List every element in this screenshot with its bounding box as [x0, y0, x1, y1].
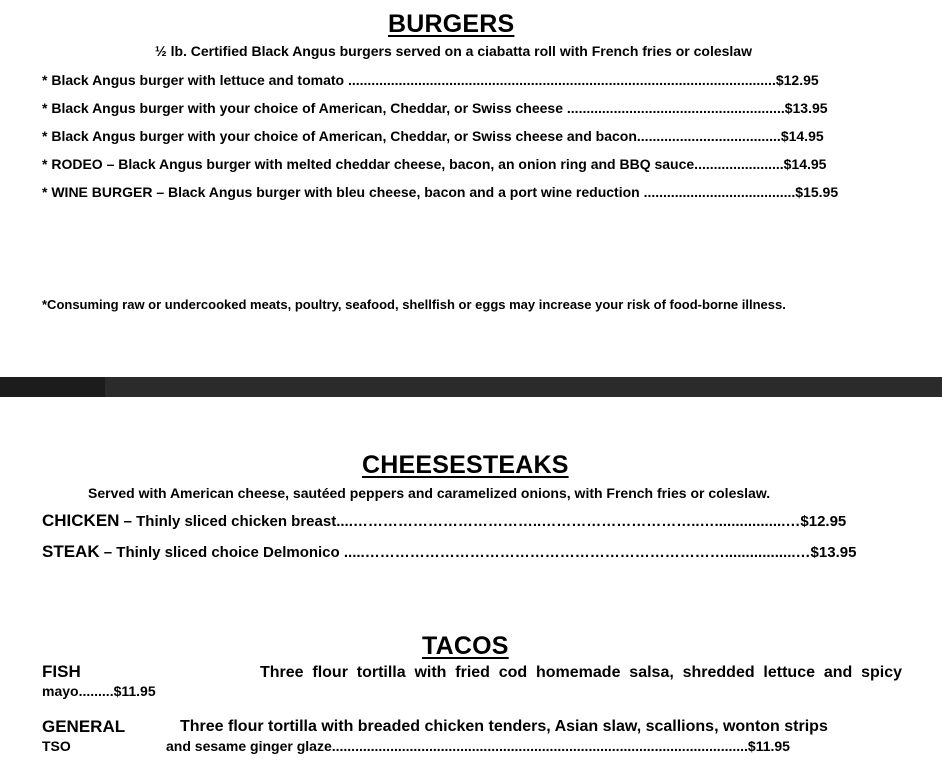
taco-fish-name: FISH [42, 662, 81, 681]
item-text: WINE BURGER – Black Angus burger with bleu cheese, bacon and a port wine reduction .......................................$15.95 [51, 184, 839, 200]
cheesesteaks-subtitle: Served with American cheese, sautéed peppers and caramelized onions, with French fries or coleslaw. [88, 485, 771, 501]
item-star: * [42, 184, 48, 200]
burger-item [42, 72, 819, 88]
cheesesteaks-title: CHEESESTEAKS [362, 451, 569, 479]
item-star: * [42, 72, 48, 88]
food-safety-disclaimer: *Consuming raw or undercooked meats, poultry, seafood, shellfish or eggs may increase your risk of food-borne illness. [42, 297, 786, 312]
burgers-title: BURGERS [388, 10, 515, 38]
item-star: * [42, 128, 48, 144]
item-star: * [42, 100, 48, 116]
item-desc: – Thinly sliced chicken breast....………………………………..…………………………..….................…$12.95 [119, 513, 847, 530]
taco-general-tso-name-line2: TSO [42, 738, 71, 754]
burgers-subtitle: ½ lb. Certified Black Angus burgers served on a ciabatta roll with French fries or coleslaw [155, 43, 752, 59]
item-text: Black Angus burger with your choice of American, Cheddar, or Swiss cheese ........................................................$13.95 [51, 100, 828, 116]
item-name: STEAK [42, 542, 100, 561]
burger-item [42, 100, 828, 116]
taco-general-tso-name: GENERAL [42, 717, 126, 736]
taco-fish-desc: Three flour tortilla with fried cod homemade salsa, shredded lettuce and spicy [260, 664, 902, 681]
taco-general-tso-desc: Three flour tortilla with breaded chicken tenders, Asian slaw, scallions, wonton strips [180, 718, 828, 735]
taco-fish-price-line: mayo.........$11.95 [42, 683, 156, 699]
burger-item [42, 128, 824, 144]
burger-item [42, 156, 826, 172]
section-divider [0, 377, 942, 397]
burger-item [42, 184, 838, 200]
cheesesteak-item [42, 511, 846, 531]
divider-accent [0, 377, 105, 397]
cheesesteak-item [42, 542, 856, 562]
taco-general-tso-price-line: and sesame ginger glaze...........................................................................................................$11.95 [166, 738, 790, 754]
item-text: Black Angus burger with your choice of American, Cheddar, or Swiss cheese and bacon.....................................$14.95 [51, 128, 824, 144]
item-desc: – Thinly sliced choice Delmonico .....……………………………………………………………….................…$13.95 [99, 544, 857, 561]
item-name: CHICKEN [42, 511, 120, 530]
item-star: * [42, 156, 48, 172]
tacos-title: TACOS [422, 632, 509, 660]
item-text: RODEO – Black Angus burger with melted cheddar cheese, bacon, an onion ring and BBQ sauce.......................$14.95 [51, 156, 827, 172]
item-text: Black Angus burger with lettuce and tomato ..............................................................................................................$12.95 [51, 72, 819, 88]
